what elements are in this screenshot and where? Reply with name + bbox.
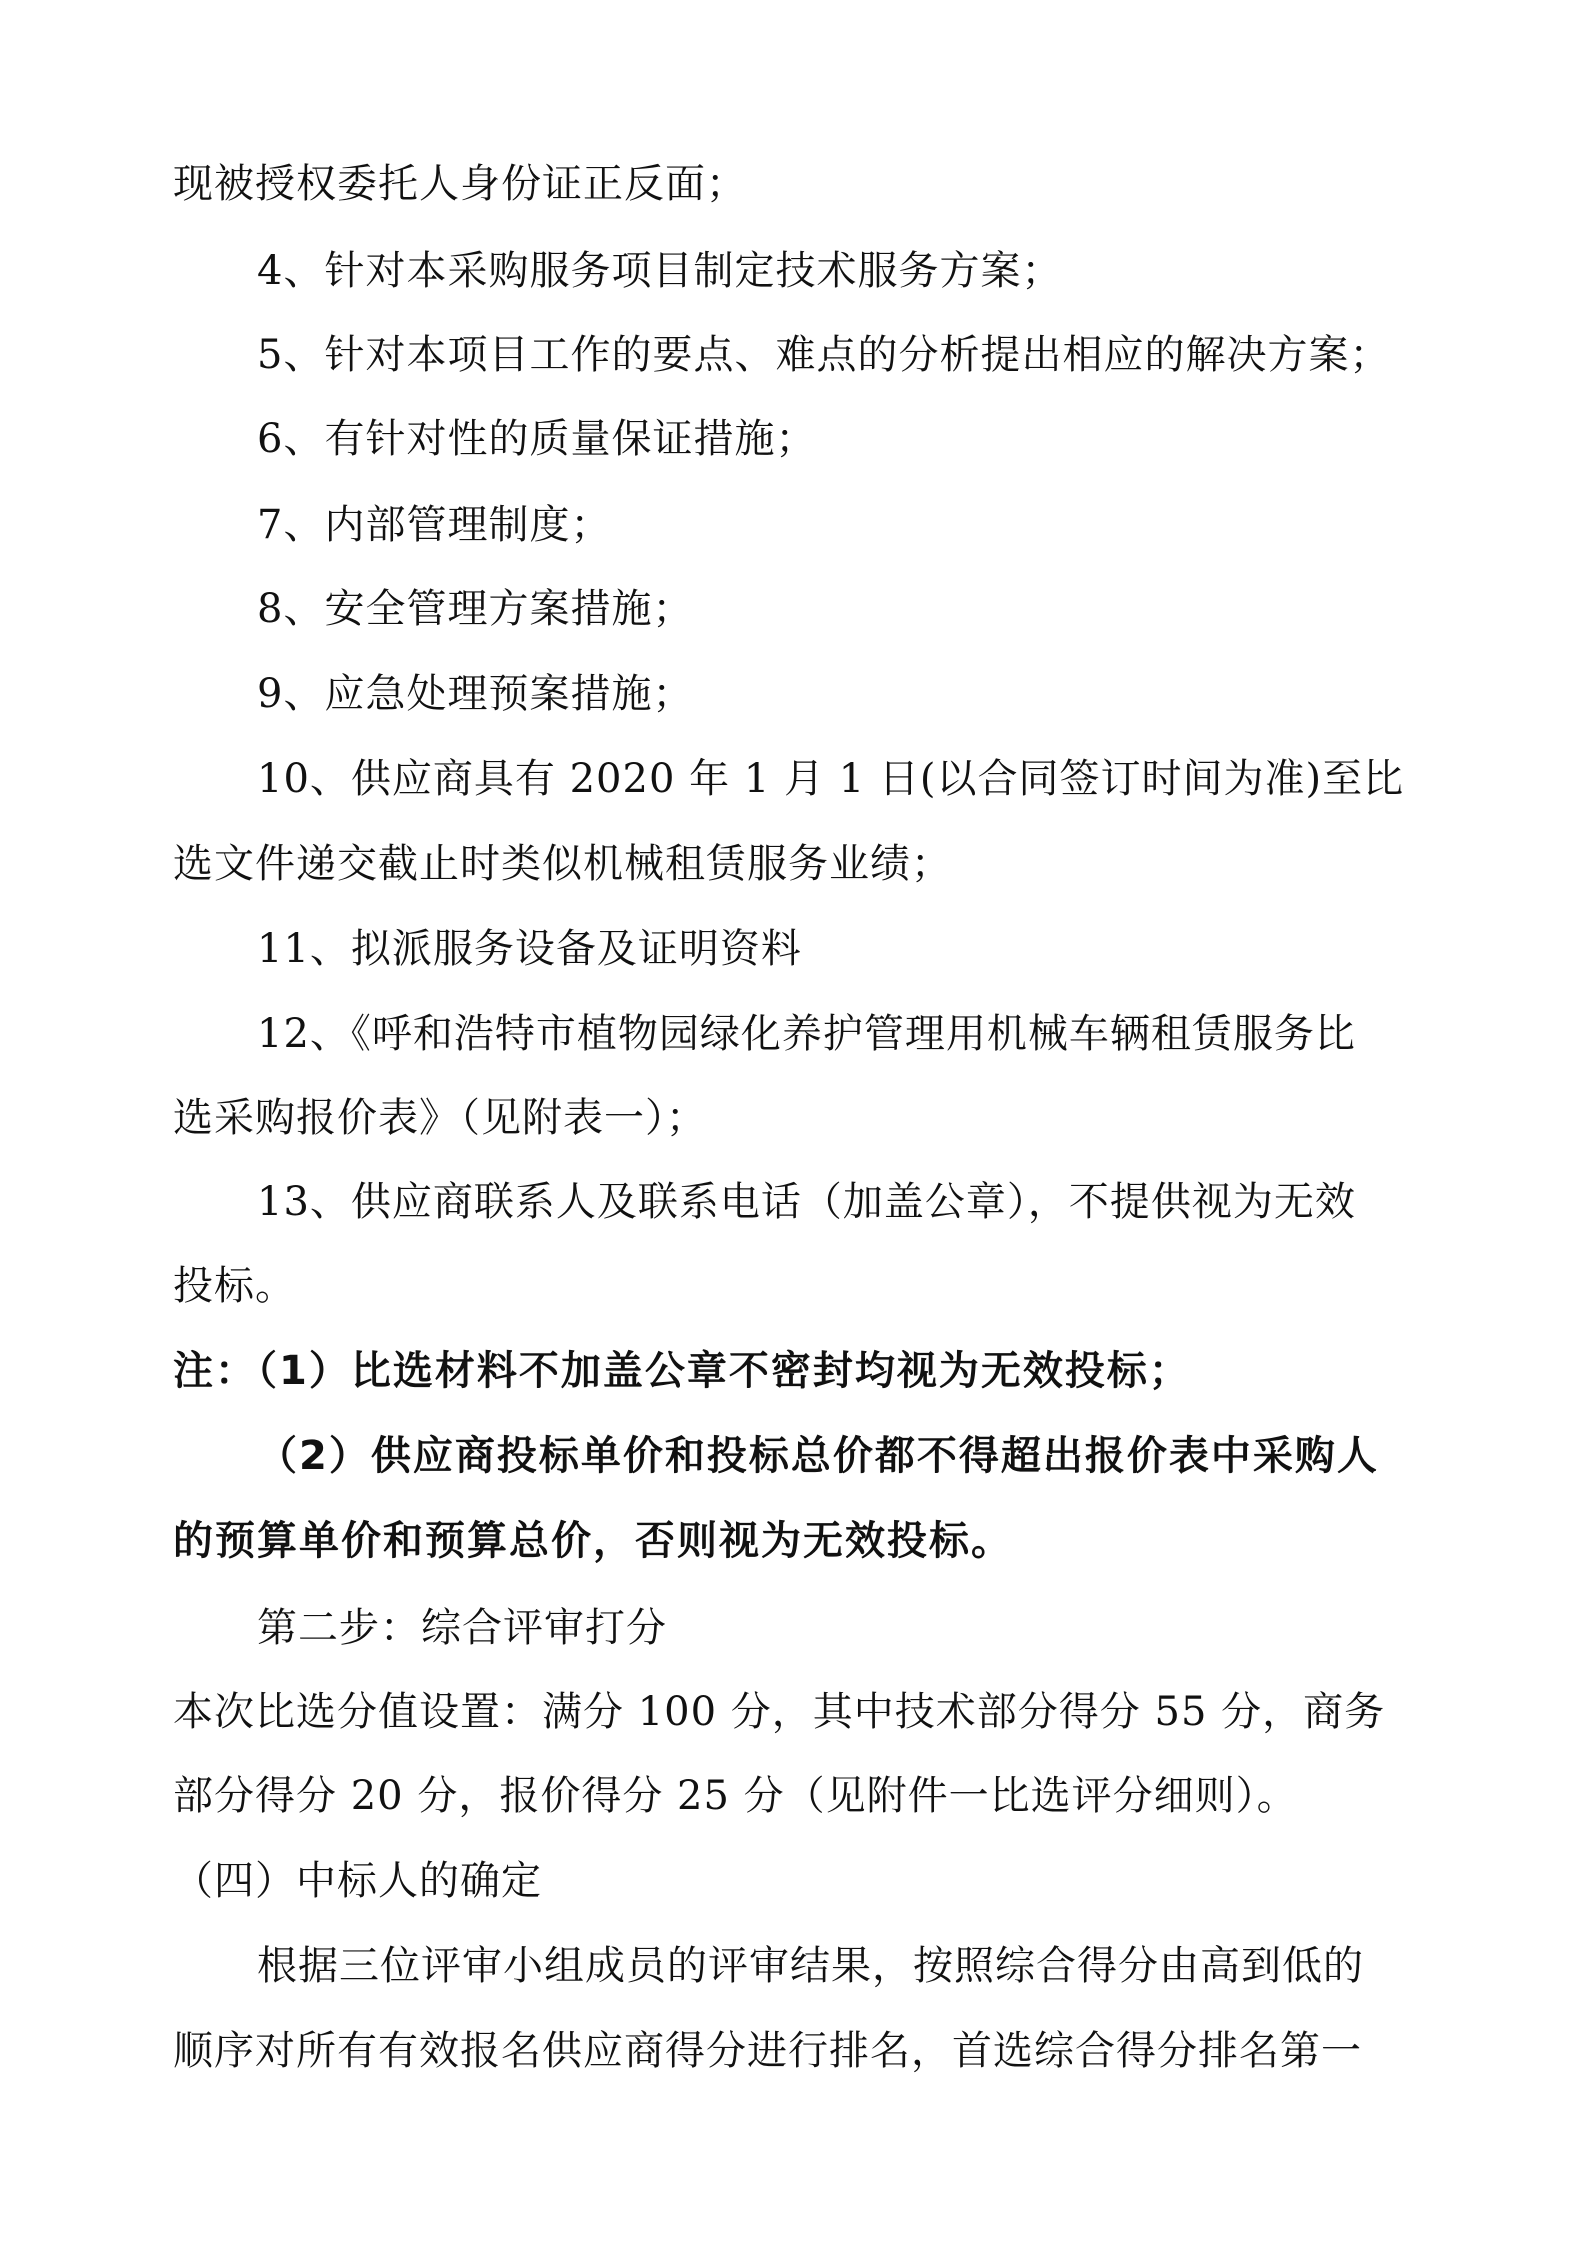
list-item-4: 4、针对本采购服务项目制定技术服务方案； [257,248,1063,294]
section-step-two: 第二步：综合评审打分 [257,1605,667,1651]
list-item-8: 8、安全管理方案措施； [257,586,694,632]
list-item-12-line-1: 12、《呼和浩特市植物园绿化养护管理用机械车辆租赁服务比 [257,1011,1356,1057]
winner-paragraph-line-2: 顺序对所有有效报名供应商得分进行排名，首选综合得分排名第一 [173,2028,1362,2074]
list-item-10-line-1: 10、供应商具有 2020 年 1 月 1 日(以合同签订时间为准)至比 [257,756,1405,802]
note-line-1: 注：（1）比选材料不加盖公章不密封均视为无效投标； [173,1348,1191,1394]
list-item-13-line-2: 投标。 [173,1263,296,1309]
scoring-line-2: 部分得分 20 分，报价得分 25 分（见附件一比选评分细则）。 [173,1773,1298,1819]
note-line-2: （2）供应商投标单价和投标总价都不得超出报价表中采购人 [257,1433,1379,1479]
list-item-9: 9、应急处理预案措施； [257,671,694,717]
list-item-10-line-2: 选文件递交截止时类似机械租赁服务业绩； [173,841,952,887]
scoring-line-1: 本次比选分值设置：满分 100 分，其中技术部分得分 55 分，商务 [173,1689,1386,1735]
list-item-6: 6、有针对性的质量保证措施； [257,416,817,462]
winner-paragraph-line-1: 根据三位评审小组成员的评审结果，按照综合得分由高到低的 [257,1943,1364,1989]
section-heading-winner: （四）中标人的确定 [173,1858,542,1904]
note-line-3: 的预算单价和预算总价，否则视为无效投标。 [173,1518,1013,1564]
list-item-13-line-1: 13、供应商联系人及联系电话（加盖公章），不提供视为无效 [257,1179,1356,1225]
paragraph-line-1: 现被授权委托人身份证正反面； [173,161,747,207]
list-item-5: 5、针对本项目工作的要点、难点的分析提出相应的解决方案； [257,332,1391,378]
list-item-12-line-2: 选采购报价表》（见附表一）； [173,1095,707,1141]
list-item-7: 7、内部管理制度； [257,502,612,548]
list-item-11: 11、拟派服务设备及证明资料 [257,926,802,972]
